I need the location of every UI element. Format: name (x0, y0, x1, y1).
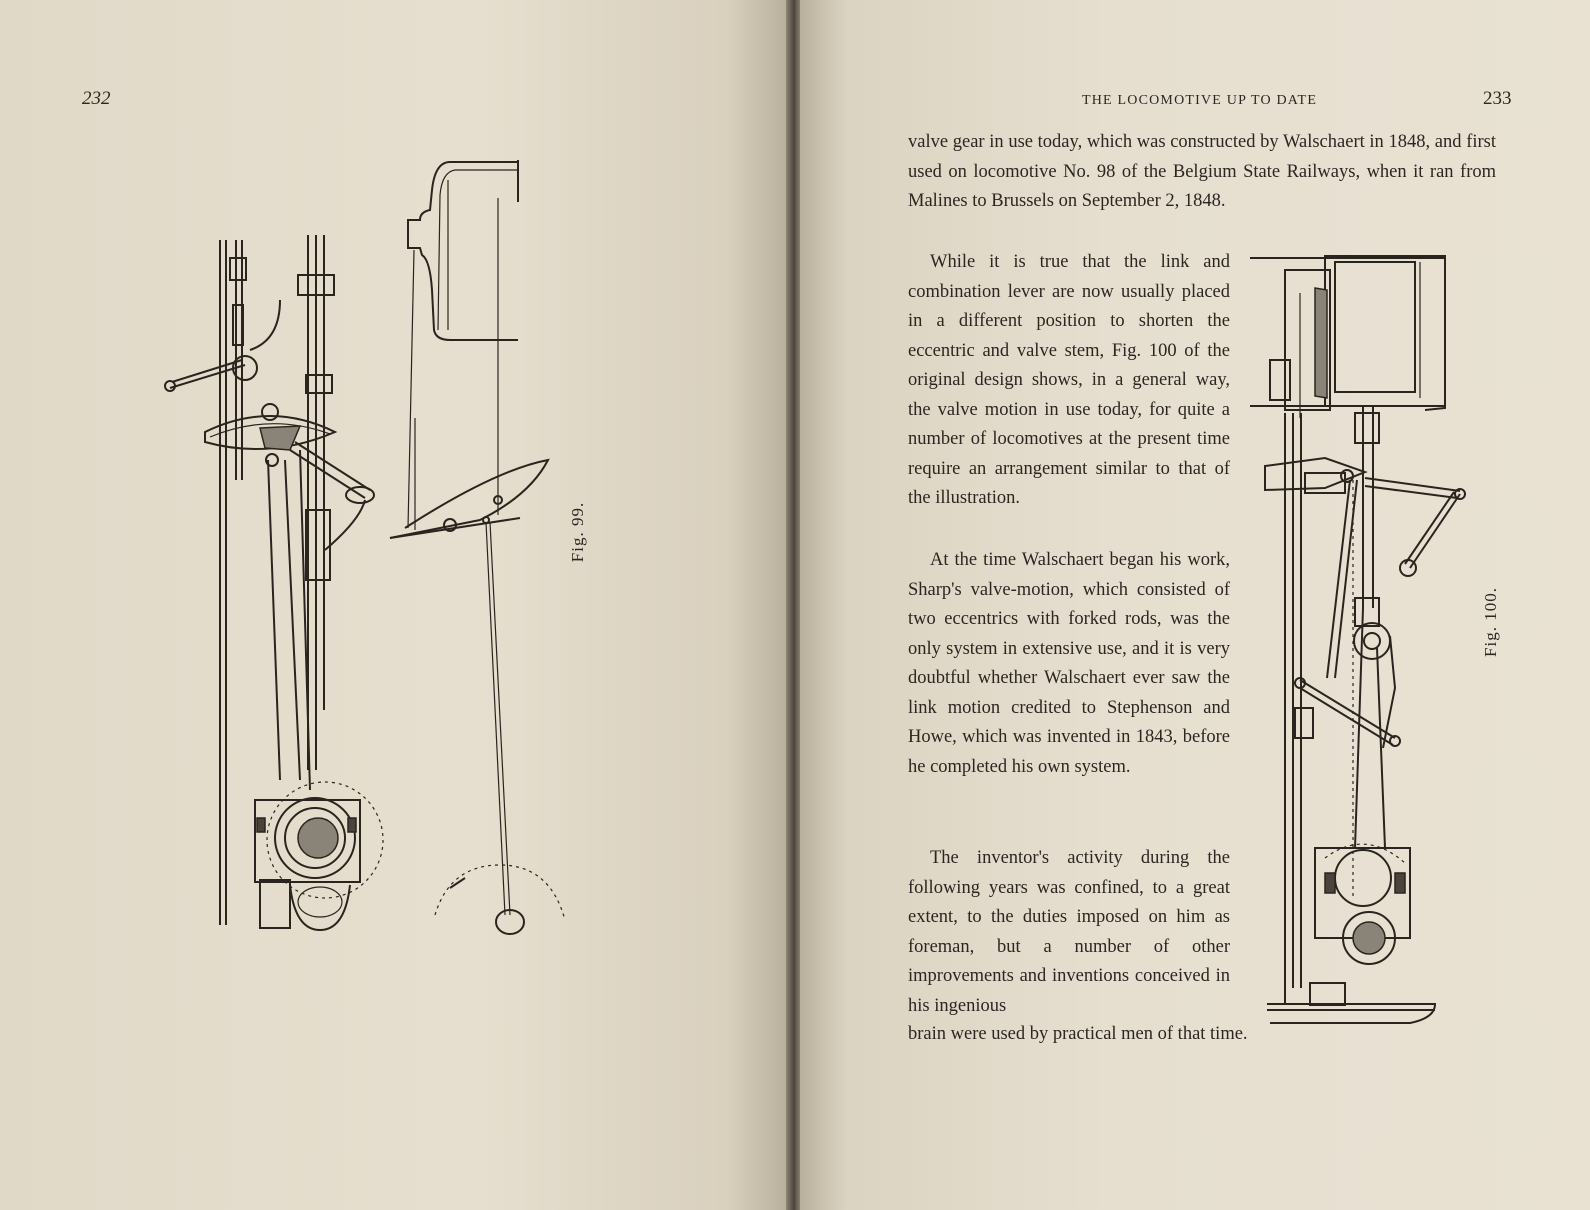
paragraph-continuation: valve gear in use today, which was constructed by Walschaert in 1848, and first used on locomotive No. 98 of the Belgium State Railways, when it ran from Malines to Brussels on September 2, 1848. (908, 132, 1496, 211)
running-head: THE LOCOMOTIVE UP TO DATE (1082, 93, 1318, 108)
paragraph-3: The inventor's activity during the following years was confined, to a great extent, to the duties imposed on him as foreman, but a number of other improvements and inventions conceived in his ingenious (908, 848, 1230, 1016)
right-page (800, 0, 1590, 1210)
page-number-left: 232 (82, 88, 111, 109)
paragraph-3-last-line: brain were used by practical men of that time. (908, 1024, 1248, 1044)
figure-100-drawing (1245, 248, 1495, 1033)
figure-99-drawing (150, 150, 570, 940)
left-page (0, 0, 790, 1210)
figure-99-caption: Fig. 99. (568, 501, 588, 563)
paragraph-2: At the time Walschaert began his work, Sharp's valve-motion, which consisted of two eccentrics with forked rods, was the only system in extensive use, and it is very doubtful whether Walschaert ever saw the link motion credited to Stephenson and Howe, which was invented in 1843, before he completed his own system. (908, 550, 1230, 777)
page-number-right: 233 (1483, 88, 1512, 109)
figure-100-caption: Fig. 100. (1480, 587, 1500, 657)
paragraph-1: While it is true that the link and combination lever are now usually placed in a different position to shorten the eccentric and valve stem, Fig. 100 of the original design shows, in a general way, the valve motion in use today, for quite a number of locomotives at the present time require an arrangement similar to that of the illustration. (908, 252, 1230, 508)
